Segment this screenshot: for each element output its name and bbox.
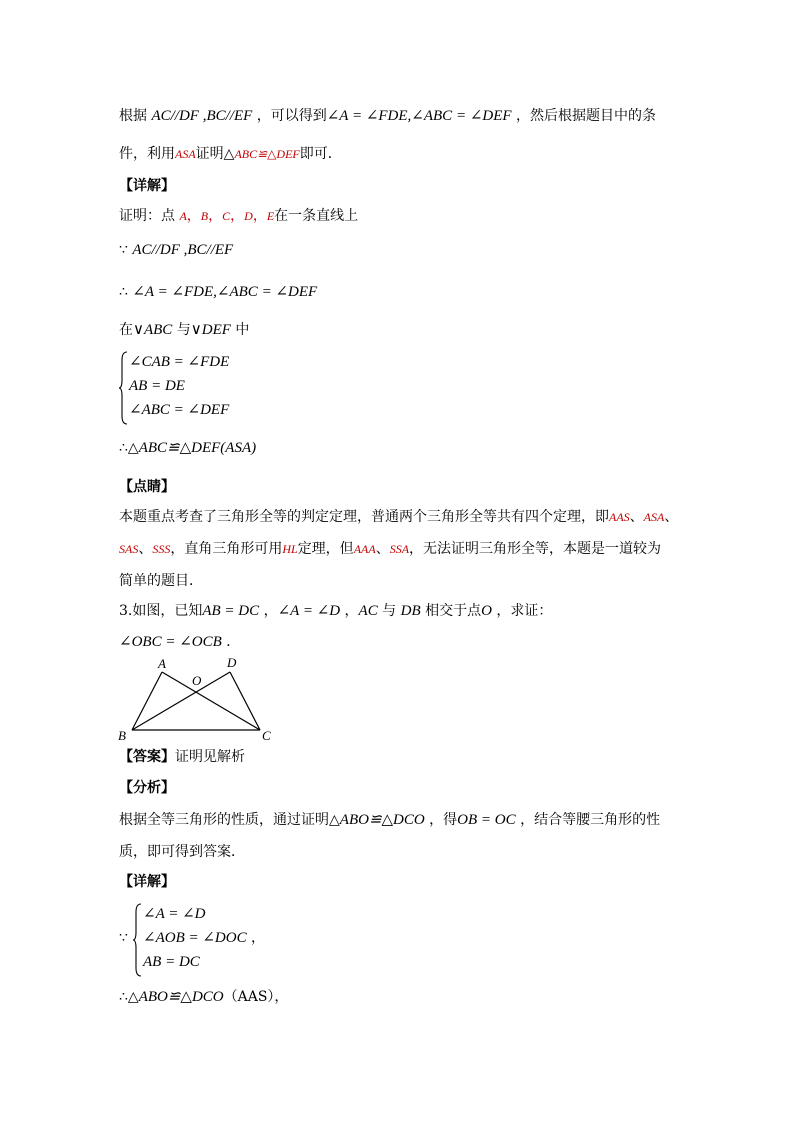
section-heading-analysis: 【分析】 (119, 780, 175, 796)
analysis-2-line-2: 质，即可得到答案． (119, 844, 245, 860)
therefore-line-1: ∴ ∠A = ∠FDE,∠ABC = ∠DEF (119, 284, 318, 300)
label-a: A (158, 656, 166, 671)
system-row: AB = DE (129, 378, 185, 394)
label-d: D (227, 655, 237, 670)
system-row: ∠CAB = ∠FDE (129, 354, 230, 370)
therefore-line-3: ∴△ABO≌△DCO（AAS）， (119, 989, 289, 1005)
label-b: B (118, 728, 126, 743)
geometry-figure (115, 652, 280, 744)
question-3-line-1: 3.如图，已知AB = DC ，∠A = ∠D ，AC 与 DB 相交于点O ，求证： (119, 603, 553, 619)
system-row: ∠A = ∠D (143, 906, 206, 922)
system-row: AB = DC (143, 954, 200, 970)
label-o: O (192, 673, 202, 688)
in-triangles-line: 在∨ABC 与∨DEF 中 (119, 322, 250, 338)
system-row: ∠ABC = ∠DEF (129, 402, 230, 418)
proof-line: 证明：点 A，B，C，D，E在一条直线上 (119, 208, 359, 224)
analysis-line-1: 根据 AC//DF ,BC//EF ，可以得到∠A = ∠FDE,∠ABC = ∠DEF ，然后根据题目中的条 (119, 108, 656, 124)
analysis-line-2: 件，利用ASA证明△ABC≌△DEF即可． (119, 146, 342, 162)
question-3-line-2: ∠OBC = ∠OCB ． (119, 634, 241, 650)
brace-icon (133, 902, 143, 978)
because-line: ∵ AC//DF ,BC//EF (119, 242, 234, 258)
section-heading-detail-2: 【详解】 (119, 874, 175, 890)
equation-system-1 (119, 350, 319, 426)
brace-icon (119, 350, 129, 426)
section-heading-detail: 【详解】 (119, 178, 175, 194)
system-row: ∠AOB = ∠DOC ， (143, 930, 266, 946)
comment-line-2: SAS、SSS，直角三角形可用HL定理，但AAA、SSA，无法证明三角形全等，本题是一道较为 (119, 541, 662, 557)
section-heading-comment: 【点睛】 (119, 479, 175, 495)
because-symbol: ∵ (119, 930, 128, 946)
answer-line: 【答案】证明见解析 (119, 749, 245, 765)
equation-system-2 (133, 902, 333, 978)
comment-line-3: 简单的题目． (119, 573, 203, 589)
label-c: C (262, 728, 271, 743)
therefore-line-2: ∴△ABC≌△DEF(ASA) (119, 440, 257, 456)
analysis-2-line-1: 根据全等三角形的性质，通过证明△ABO≌△DCO ，得OB = OC ，结合等腰三角形的性 (119, 812, 661, 828)
comment-line-1: 本题重点考查了三角形全等的判定定理，普通两个三角形全等共有四个定理，即AAS、ASA、 (119, 509, 679, 525)
